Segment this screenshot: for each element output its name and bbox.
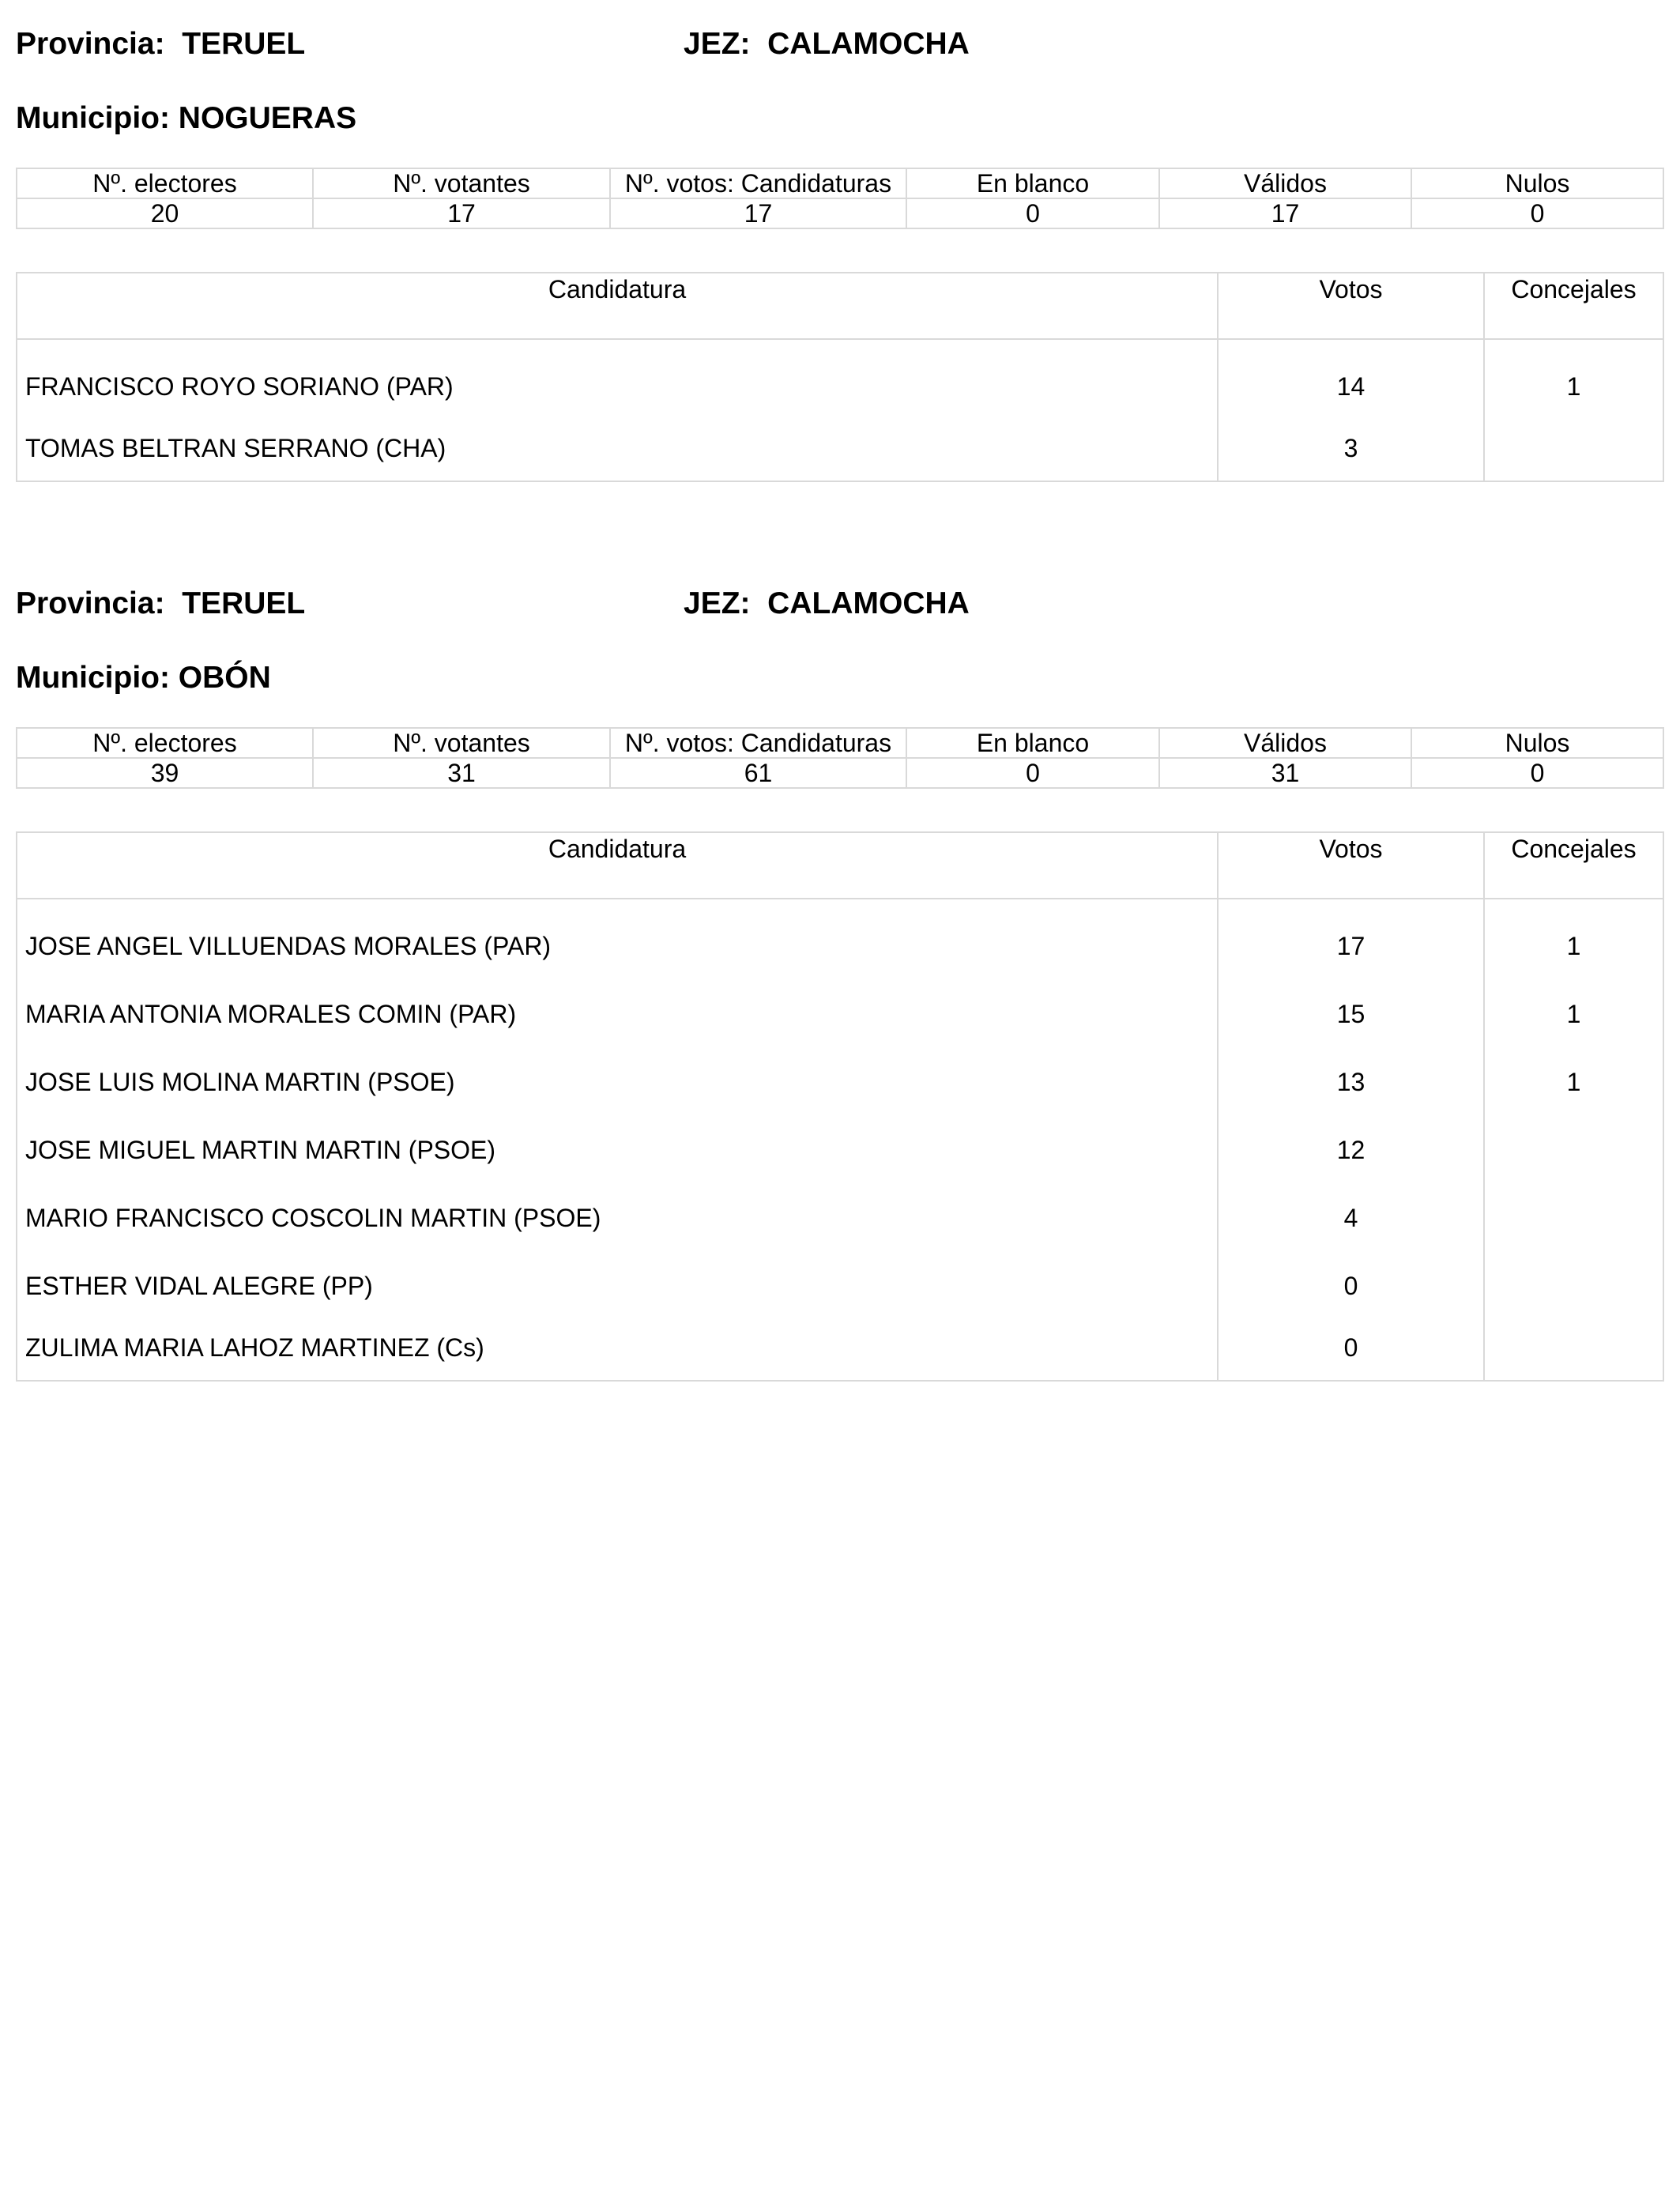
candidate-concejales: 1 xyxy=(1484,339,1663,420)
stats-header-row xyxy=(17,168,1663,198)
candidate-name: JOSE ANGEL VILLUENDAS MORALES (PAR) xyxy=(17,899,1218,980)
stats-value-votos-candidaturas: 61 xyxy=(610,758,906,788)
candidate-row xyxy=(17,1048,1663,1116)
candidates-header-candidatura: Candidatura xyxy=(17,832,1218,899)
stats-header-votantes: Nº. votantes xyxy=(313,728,610,758)
candidate-row xyxy=(17,899,1663,980)
candidate-row xyxy=(17,980,1663,1048)
stats-value-validos: 17 xyxy=(1159,198,1411,228)
candidate-votos: 0 xyxy=(1218,1320,1484,1381)
candidates-header-concejales: Concejales xyxy=(1484,832,1663,899)
candidate-votos: 12 xyxy=(1218,1116,1484,1184)
candidate-name: MARIO FRANCISCO COSCOLIN MARTIN (PSOE) xyxy=(17,1184,1218,1252)
stats-value-en-blanco: 0 xyxy=(906,198,1159,228)
stats-header-nulos: Nulos xyxy=(1411,728,1663,758)
candidates-header-candidatura: Candidatura xyxy=(17,273,1218,339)
stats-header-nulos: Nulos xyxy=(1411,168,1663,198)
stats-value-row xyxy=(17,198,1663,228)
candidate-votos: 15 xyxy=(1218,980,1484,1048)
candidate-concejales: 1 xyxy=(1484,1048,1663,1116)
candidate-concejales xyxy=(1484,1320,1663,1381)
candidate-row xyxy=(17,420,1663,481)
stats-header-en-blanco: En blanco xyxy=(906,168,1159,198)
stats-value-electores: 39 xyxy=(17,758,313,788)
jez-heading: JEZ: CALAMOCHA xyxy=(684,27,970,61)
candidates-table xyxy=(16,831,1664,1382)
candidate-name: FRANCISCO ROYO SORIANO (PAR) xyxy=(17,339,1218,420)
candidate-name: ESTHER VIDAL ALEGRE (PP) xyxy=(17,1252,1218,1320)
stats-value-row xyxy=(17,758,1663,788)
candidate-row xyxy=(17,1184,1663,1252)
candidate-name: ZULIMA MARIA LAHOZ MARTINEZ (Cs) xyxy=(17,1320,1218,1381)
stats-table xyxy=(16,727,1664,789)
stats-value-nulos: 0 xyxy=(1411,198,1663,228)
candidates-header-concejales: Concejales xyxy=(1484,273,1663,339)
candidates-header-row xyxy=(17,273,1663,339)
stats-value-electores: 20 xyxy=(17,198,313,228)
candidates-header-votos: Votos xyxy=(1218,832,1484,899)
candidates-table xyxy=(16,272,1664,482)
candidates-header-votos: Votos xyxy=(1218,273,1484,339)
stats-value-votos-candidaturas: 17 xyxy=(610,198,906,228)
stats-header-validos: Válidos xyxy=(1159,168,1411,198)
provincia-heading: Provincia: TERUEL xyxy=(16,586,306,620)
stats-value-votantes: 31 xyxy=(313,758,610,788)
candidates-header-row xyxy=(17,832,1663,899)
stats-header-row xyxy=(17,728,1663,758)
candidate-row xyxy=(17,1320,1663,1381)
stats-table xyxy=(16,168,1664,229)
candidate-concejales xyxy=(1484,1116,1663,1184)
stats-header-en-blanco: En blanco xyxy=(906,728,1159,758)
candidate-name: TOMAS BELTRAN SERRANO (CHA) xyxy=(17,420,1218,481)
candidate-row xyxy=(17,1116,1663,1184)
candidate-concejales xyxy=(1484,1184,1663,1252)
stats-value-nulos: 0 xyxy=(1411,758,1663,788)
municipio-heading: Municipio: NOGUERAS xyxy=(16,101,357,135)
stats-header-votos-candidaturas: Nº. votos: Candidaturas xyxy=(610,168,906,198)
candidate-concejales xyxy=(1484,1252,1663,1320)
stats-header-votos-candidaturas: Nº. votos: Candidaturas xyxy=(610,728,906,758)
candidate-concejales: 1 xyxy=(1484,980,1663,1048)
candidate-votos: 3 xyxy=(1218,420,1484,481)
candidate-name: JOSE LUIS MOLINA MARTIN (PSOE) xyxy=(17,1048,1218,1116)
candidate-concejales xyxy=(1484,420,1663,481)
municipio-heading: Municipio: OBÓN xyxy=(16,661,271,695)
jez-heading: JEZ: CALAMOCHA xyxy=(684,586,970,620)
candidate-name: MARIA ANTONIA MORALES COMIN (PAR) xyxy=(17,980,1218,1048)
stats-value-en-blanco: 0 xyxy=(906,758,1159,788)
stats-value-votantes: 17 xyxy=(313,198,610,228)
stats-header-votantes: Nº. votantes xyxy=(313,168,610,198)
provincia-heading: Provincia: TERUEL xyxy=(16,27,306,61)
candidate-row xyxy=(17,339,1663,420)
stats-header-validos: Válidos xyxy=(1159,728,1411,758)
candidate-votos: 4 xyxy=(1218,1184,1484,1252)
candidate-row xyxy=(17,1252,1663,1320)
candidate-name: JOSE MIGUEL MARTIN MARTIN (PSOE) xyxy=(17,1116,1218,1184)
stats-header-electores: Nº. electores xyxy=(17,728,313,758)
stats-value-validos: 31 xyxy=(1159,758,1411,788)
candidate-votos: 14 xyxy=(1218,339,1484,420)
stats-header-electores: Nº. electores xyxy=(17,168,313,198)
candidate-votos: 13 xyxy=(1218,1048,1484,1116)
candidate-concejales: 1 xyxy=(1484,899,1663,980)
candidate-votos: 17 xyxy=(1218,899,1484,980)
candidate-votos: 0 xyxy=(1218,1252,1484,1320)
